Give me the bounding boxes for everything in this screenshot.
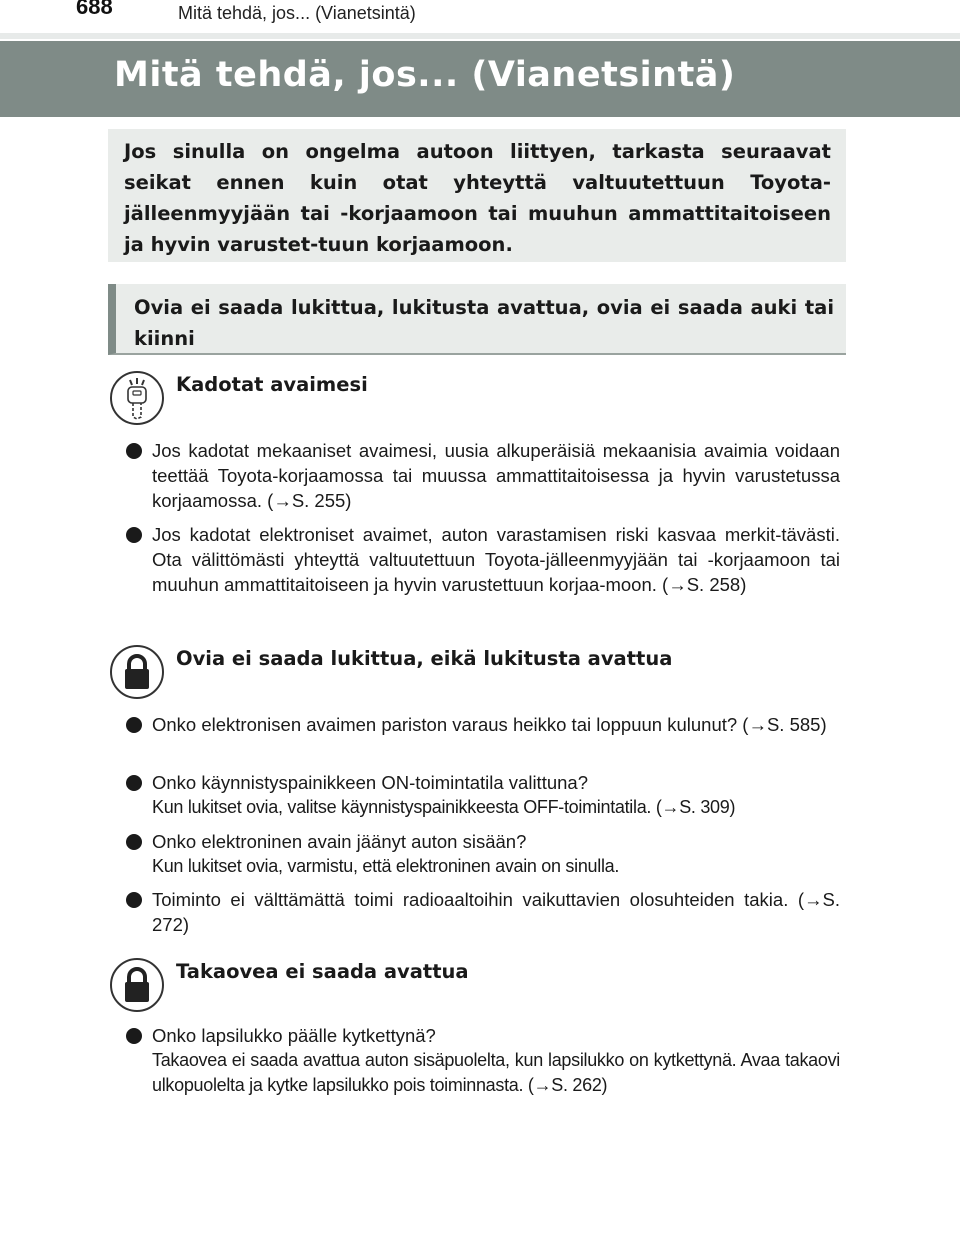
subsection-cannot-lock <box>110 645 672 699</box>
bullet-icon <box>126 527 142 543</box>
bullet-icon <box>126 892 142 908</box>
item-detail: Kun lukitset ovia, valitse käynnistyspainikkeesta OFF-toimintatila. (→S. 309) <box>152 797 736 817</box>
item-text: Onko lapsilukko päälle kytkettynä? <box>152 1025 436 1046</box>
list-item <box>126 712 840 737</box>
item-detail: Kun lukitset ovia, varmistu, että elektroninen avain on sinulla. <box>152 856 620 876</box>
bullet-icon <box>126 834 142 850</box>
intro-box <box>108 129 846 262</box>
page-number: 688 <box>76 0 113 19</box>
section-heading-box <box>108 284 846 355</box>
list-item <box>126 1023 840 1098</box>
lock-icon <box>110 958 164 1012</box>
intro-text: Jos sinulla on ongelma autoon liittyen, tarkasta seuraavat seikat ennen kuin otat yhteyttä valtuutettuun Toyota-jälleenmyyjään tai -korjaamoon tai muuhun ammattitaitoiseen ja hyvin varustet-tuun korjaamoon. <box>124 140 831 256</box>
item-text: Onko käynnistyspainikkeen ON-toimintatila valittuna? <box>152 772 588 793</box>
running-head: Mitä tehdä, jos... (Vianetsintä) <box>178 3 416 23</box>
item-text: Toiminto ei välttämättä toimi radioaaltoihin vaikuttavien olosuhteiden takia. (→S. 272) <box>152 889 840 935</box>
subsection-lost-keys <box>110 371 368 425</box>
list-item <box>126 438 840 513</box>
bullet-icon <box>126 717 142 733</box>
lock-icon <box>110 645 164 699</box>
subsection-heading: Takaovea ei saada avattua <box>176 959 469 983</box>
subsection-heading: Kadotat avaimesi <box>176 372 368 396</box>
page-header <box>0 0 960 34</box>
bullet-icon <box>126 775 142 791</box>
subsection-heading: Ovia ei saada lukittua, eikä lukitusta avattua <box>176 646 673 670</box>
item-detail: Takaovea ei saada avattua auton sisäpuolelta, kun lapsilukko on kytkettynä. Avaa takaovi ulkopuolelta ja kytke lapsilukko pois toiminnasta. (→S. 262) <box>152 1050 840 1095</box>
header-divider <box>0 33 960 39</box>
item-text: Jos kadotat elektroniset avaimet, auton varastamisen riski kasvaa merkit-tävästi. Ota välittömästi yhteyttä valtuutettuun Toyota-jälleenmyyjään tai -korjaamoon tai muuhun ammattitaitoiseen ja hyvin varustettuun korjaa-moon. (→S. 258) <box>152 524 840 595</box>
page-title: Mitä tehdä, jos... (Vianetsintä) <box>114 55 736 95</box>
list-item <box>126 829 840 879</box>
list-item <box>126 522 840 597</box>
list-item <box>126 770 840 820</box>
key-icon <box>110 371 164 425</box>
title-band <box>0 41 960 117</box>
item-text: Onko elektronisen avaimen pariston varaus heikko tai loppuun kulunut? (→S. 585) <box>152 714 827 735</box>
bullet-icon <box>126 1028 142 1044</box>
section-heading: Ovia ei saada lukittua, lukitusta avattua, ovia ei saada auki tai kiinni <box>134 296 834 350</box>
subsection-rear-door <box>110 958 469 1012</box>
bullet-icon <box>126 443 142 459</box>
list-item <box>126 887 840 937</box>
item-text: Jos kadotat mekaaniset avaimesi, uusia alkuperäisiä mekaanisia avaimia voidaan teettää Toyota-korjaamossa tai muussa ammattitaitoisessa ja hyvin varustetussa korjaamossa. (→S. 255) <box>152 440 840 511</box>
item-text: Onko elektroninen avain jäänyt auton sisään? <box>152 831 527 852</box>
